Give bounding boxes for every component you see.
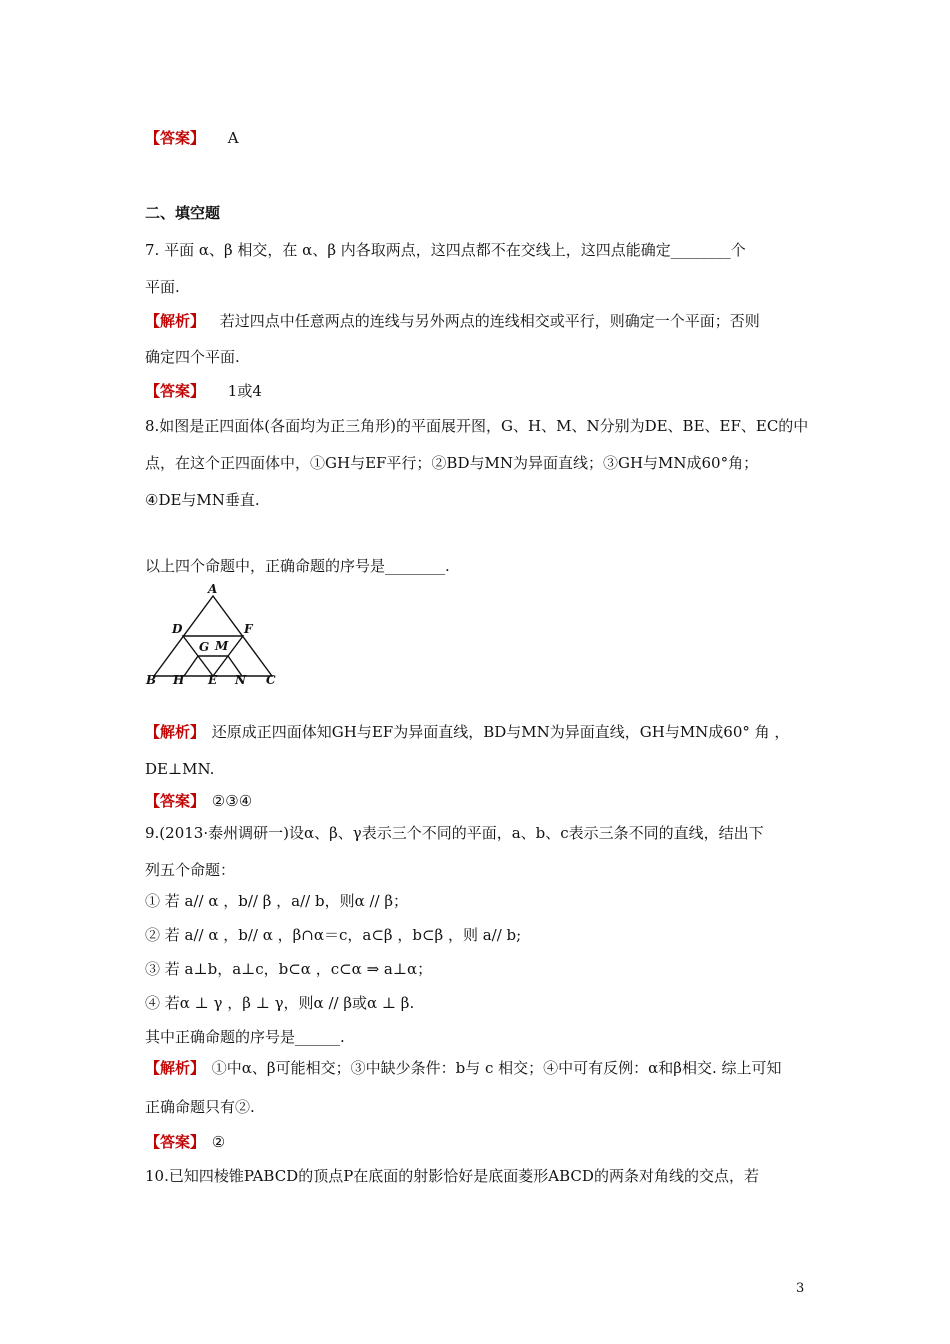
analysis-tag: 【解析】 [145,723,206,741]
q9-proposition-1: ① 若 a// α ，b// β ，a// b，则α // β； [145,892,409,910]
q8-answer-text: ②③④ [211,792,253,810]
q9-stem-line1: 9.(2013·泰州调研一)设α、β、γ表示三个不同的平面，a、b、c表示三条不同的直线，结出下 [145,824,764,842]
answer-tag: 【答案】 [145,1133,206,1151]
answer-line-top [145,128,239,148]
q8-analysis-line2: DE⊥MN. [145,760,215,778]
q9-analysis-line1 [145,1058,781,1078]
q7-answer-line [145,381,262,401]
label-A: A [208,582,218,596]
label-D: D [172,622,183,636]
segment-gh [184,656,198,676]
q8-stem-line4: 以上四个命题中，正确命题的序号是________. [145,557,450,575]
tetrahedron-net-figure [140,580,290,690]
q8-analysis-text: 还原成正四面体知GH与EF为异面直线，BD与MN为异面直线，GH与MN成60° 角 ， [211,723,790,741]
q9-proposition-4: ④ 若α ⊥ γ ，β ⊥ γ，则α // β或α ⊥ β. [145,994,415,1012]
q7-analysis-text: 若过四点中任意两点的连线与另外两点的连线相交或平行，则确定一个平面；否则 [219,312,760,330]
q9-proposition-2: ② 若 a// α ，b// α ，β∩α＝c，a⊂β ，b⊂β ，则 a// b; [145,926,522,944]
label-M: M [215,639,229,653]
label-H: H [173,673,185,687]
section-title: 二、填空题 [145,204,221,222]
label-G: G [199,640,210,654]
answer-text: A [227,129,239,147]
q7-answer-text: 1或4 [227,382,262,400]
q7-stem-line2: 平面. [145,278,180,296]
analysis-tag: 【解析】 [145,1059,206,1077]
q8-stem-line3: ④DE与MN垂直. [145,491,260,509]
page-number: 3 [796,1281,805,1296]
q7-analysis-line1 [145,311,760,331]
q10-stem-line1: 10.已知四棱锥PABCD的顶点P在底面的射影恰好是底面菱形ABCD的两条对角线的交点，若 [145,1167,759,1185]
answer-tag: 【答案】 [145,792,206,810]
label-C: C [266,673,276,687]
answer-tag: 【答案】 [145,129,206,147]
label-F: F [244,622,253,636]
label-E: E [208,673,218,687]
label-N: N [235,673,246,687]
q7-stem-line1: 7. 平面 α、β 相交，在 α、β 内各取两点，这四点都不在交线上，这四点能确定________个 [145,241,746,259]
q8-analysis-line1 [145,722,789,742]
q9-analysis-text: ①中α、β可能相交；③中缺少条件：b与 c 相交；④中可有反例：α和β相交. 综上可知 [211,1059,782,1077]
q8-stem-line1: 8.如图是正四面体(各面均为正三角形)的平面展开图，G、H、M、N分别为DE、BE、EF、EC的中 [145,417,809,435]
label-B: B [146,673,157,687]
q8-stem-line2: 点，在这个正四面体中，①GH与EF平行；②BD与MN为异面直线；③GH与MN成60°角； [145,454,759,472]
answer-tag: 【答案】 [145,382,206,400]
q9-proposition-3: ③ 若 a⊥b，a⊥c，b⊂α ，c⊂α ⇒ a⊥α； [145,960,433,978]
q8-answer-line [145,791,252,811]
q9-answer-line [145,1132,225,1152]
q7-analysis-line2: 确定四个平面. [145,348,240,366]
q9-analysis-line2: 正确命题只有②. [145,1098,255,1116]
analysis-tag: 【解析】 [145,312,206,330]
q9-answer-text: ② [211,1133,226,1151]
q9-stem-line2: 列五个命题： [145,861,236,879]
q9-stem-line3: 其中正确命题的序号是______. [145,1028,345,1046]
